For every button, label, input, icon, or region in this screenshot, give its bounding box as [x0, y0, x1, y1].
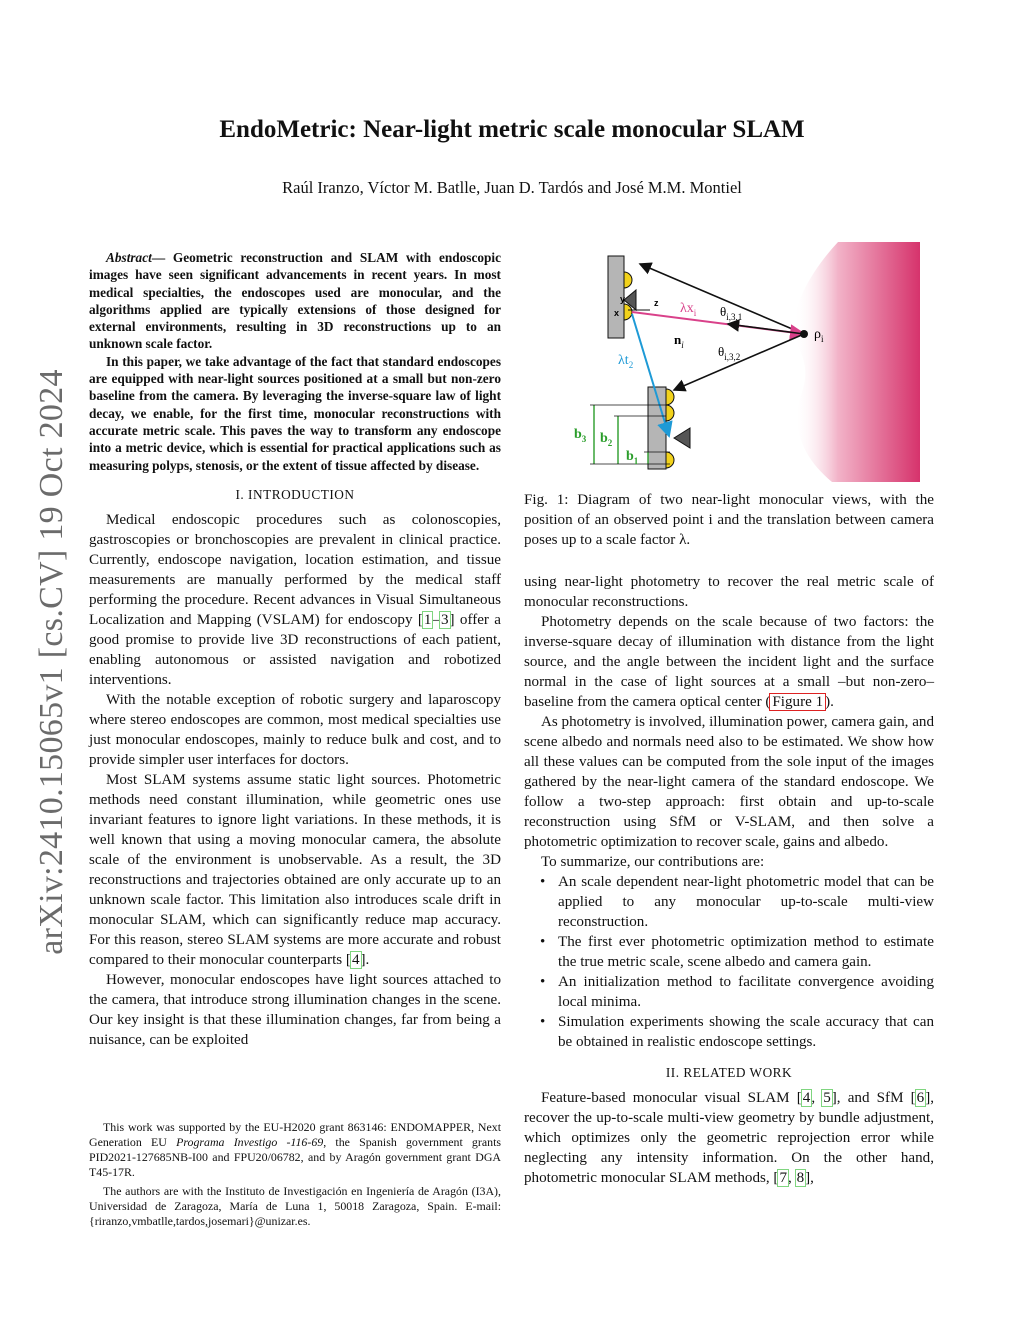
body-text: ,	[788, 1170, 796, 1186]
footnote-affiliation: The authors are with the Instituto de Investigación en Ingeniería de Aragón (I3A), Universidad de Zaragoza, María de Luna 1, 50018 Zaragoza, Spain. E-mail: {riranzo,vmbatlle,tardos,josemari}@unizar.es.	[89, 1184, 501, 1228]
abstract	[89, 249, 501, 474]
list-item: • The first ever photometric optimization method to estimate the true metric scale, scene albedo and camera gain.	[524, 932, 934, 972]
author-list: Raúl Iranzo, Víctor M. Batlle, Juan D. Tardós and José M.M. Montiel	[282, 178, 742, 197]
abstract-text-1: — Geometric reconstruction and SLAM with endoscopic images have seen significant advancements in recent years. In most medical specialties, the endoscopes used are monocular, and the algorithms applied are typically extensions of those designed for external environments, resulting in 3D reconstructions up to an unknown scale factor.	[89, 250, 501, 352]
label-lambda-t: $\lambda t_2$	[618, 353, 634, 370]
citation-link[interactable]: 7	[779, 1170, 788, 1186]
label-b3: $b_3$	[574, 427, 587, 444]
observed-point	[800, 330, 808, 338]
citation-link[interactable]: 5	[823, 1090, 831, 1106]
citation-link[interactable]: 4	[802, 1090, 811, 1106]
figure-1-diagram	[570, 242, 920, 482]
contributions-list	[524, 872, 934, 1052]
camera-2-lens	[674, 428, 690, 448]
citation-link[interactable]: 1	[423, 611, 432, 628]
left-column	[89, 249, 501, 1050]
right-column	[524, 572, 934, 1188]
camera-2-light-2	[666, 405, 674, 421]
tissue-surface	[794, 242, 920, 482]
intro-text: ] offer a good promise to provide live 3D reconstructions of each patient, enabling autonomous or assisted navigation and robotized interventions.	[89, 611, 502, 688]
camera-1-light-bottom	[624, 304, 632, 320]
camera-2-light-1	[666, 389, 674, 405]
intro-text: –	[432, 611, 440, 628]
body-text: ).	[825, 694, 834, 710]
axis-z-label: z	[654, 298, 659, 308]
abstract-label: Abstract	[106, 250, 152, 265]
intro-text: ].	[360, 951, 370, 968]
ray-light-2-to-point	[674, 334, 804, 390]
intro-text: Medical endoscopic procedures such as colonoscopies, gastroscopies or bronchoscopies are prevalent in clinical practice. Currently, endoscope navigation, location estimation, and tissue measurements are manually performed by the medical staff performing the procedure. Recent advances in Visual Simultaneous Localization and Mapping (VSLAM) for endoscopy [	[89, 511, 501, 628]
abstract-paragraph-2: In this paper, we take advantage of the fact that standard endoscopes are equipped with near-light sources positioned at a small but non-zero baseline from the camera. By leveraging the inverse-square law of light decay, we enable, for the first time, monocular reconstructions with accurate metric scale. This paves the way to transform any endoscope into a metric device, which is essential for practical applications such as measuring polyps, stenosis, or the extent of tissue affected by disease.	[89, 353, 501, 473]
related-work-paragraph	[524, 1088, 934, 1188]
body-text: ],	[805, 1170, 814, 1186]
intro-paragraph-3	[89, 770, 501, 970]
right-paragraph-3: To summarize, our contributions are:	[541, 854, 765, 870]
body-text: ], and SfM [	[831, 1090, 916, 1106]
axis-y-label: y	[620, 294, 626, 304]
label-normal: $n_i$	[674, 332, 684, 350]
footnote-italic: Programa Investigo -116-69	[176, 1135, 324, 1149]
figure-1-caption: Fig. 1: Diagram of two near-light monocular views, with the position of an observed point i and the translation between camera poses up to a scale factor λ.	[524, 492, 934, 548]
arxiv-identifier: arXiv:2410.15065v1 [cs.CV] 19 Oct 2024	[33, 369, 70, 955]
citation-link[interactable]: 4	[351, 951, 360, 968]
citation-link[interactable]: 6	[916, 1090, 925, 1106]
axis-x-label: x	[614, 308, 620, 318]
list-item: • An initialization method to facilitate convergence avoiding local minima.	[524, 972, 934, 1012]
footnote-text: , the Spanish government grants PID2021-127685NB-I00 and FPU20/06782, and by Aragón government grant DGA T45-17R.	[89, 1135, 501, 1179]
label-theta-32: $\theta_{i,3,2}$	[718, 344, 741, 362]
camera-1-light-top	[624, 272, 632, 288]
right-paragraph-0: using near-light photometry to recover the real metric scale of monocular reconstructions.	[524, 574, 934, 610]
right-paragraph-2: As photometry is involved, illumination power, camera gain, and scene albedo and normals need also to be estimated. We show how all these values can be computed from the sole input of the images gathered by the near-light camera of the standard endoscope. We follow a two-step approach: first obtain and up-to-scale reconstruction using SfM or V-SLAM, and then solve a photometric optimization to recover scale, gains and albedo.	[524, 714, 935, 850]
intro-text: Most SLAM systems assume static light sources. Photometric methods need constant illumination, while geometric ones use invariant features to ignore light variations. In these methods, it is well known that using a moving monocular camera, the absolute scale of the environment is unobservable. As a result, the 3D reconstructions and trajectories obtained are only accurate up to an unknown scale factor. This limitation also introduces scale drift in monocular SLAM, which can significantly reduce map accuracy. For this reason, stereo SLAM systems are more accurate and robust compared to their monocular counterparts [	[89, 771, 501, 968]
label-lambda-x: $\lambda x_i$	[680, 301, 697, 318]
footnote-funding	[89, 1120, 501, 1180]
intro-paragraph-1	[89, 510, 501, 690]
footnote-text: This work was supported by the EU-H2020 grant 863146: ENDOMAPPER, Next Generation EU	[89, 1120, 501, 1149]
paper-title: EndoMetric: Near-light metric scale monocular SLAM	[219, 116, 805, 143]
right-paragraph-1	[524, 612, 934, 712]
camera-2-light-3	[666, 452, 674, 468]
list-item: • Simulation experiments showing the scale accuracy that can be obtained in realistic endoscope settings.	[524, 1012, 934, 1052]
intro-paragraph-2: With the notable exception of robotic surgery and laparoscopy where stereo endoscopes are common, most medical specialties use just monocular endoscopes, mainly to reduce bulk and cost, and to provide simpler user interfaces for doctors.	[89, 691, 501, 768]
body-text: Photometry depends on the scale because of two factors: the inverse-square decay of illumination with distance from the light source, and the angle between the incident light and the surface normal in the case of light sources at a small –but non-zero– baseline from the camera optical center (	[524, 614, 934, 710]
body-text: Feature-based monocular visual SLAM [	[541, 1090, 802, 1106]
figure-reference-link[interactable]: Figure 1	[772, 694, 824, 710]
body-text: ,	[811, 1090, 823, 1106]
citation-link[interactable]: 8	[796, 1170, 805, 1186]
section-heading-related-work: II. RELATED WORK	[665, 1065, 793, 1080]
figure-1-svg	[570, 242, 920, 482]
body-text: ], recover the up-to-scale multi-view geometry by bundle adjustment, which optimizes only the geometric reprojection error while neglecting any intensity information. On the other hand, photometric monocular SLAM methods, [	[524, 1090, 935, 1186]
intro-paragraph-4: However, monocular endoscopes have light sources attached to the camera, that introduce strong illumination changes in the scene. Our key insight is that these illumination changes, far from being a nuisance, can be exploited	[89, 971, 501, 1048]
abstract-paragraph-1	[89, 249, 501, 353]
label-b2: $b_2$	[600, 431, 613, 448]
label-b1: $b_1$	[626, 449, 639, 466]
label-theta-31: $\theta_{i,3,1}$	[720, 304, 743, 322]
section-heading-introduction: I. INTRODUCTION	[235, 486, 355, 502]
footnotes	[89, 1120, 501, 1233]
citation-link[interactable]: 3	[440, 611, 449, 628]
list-item: • An scale dependent near-light photometric model that can be applied to any monocular up-to-scale multi-view reconstruction.	[524, 872, 934, 932]
label-rho: $\rho_i$	[814, 327, 824, 344]
